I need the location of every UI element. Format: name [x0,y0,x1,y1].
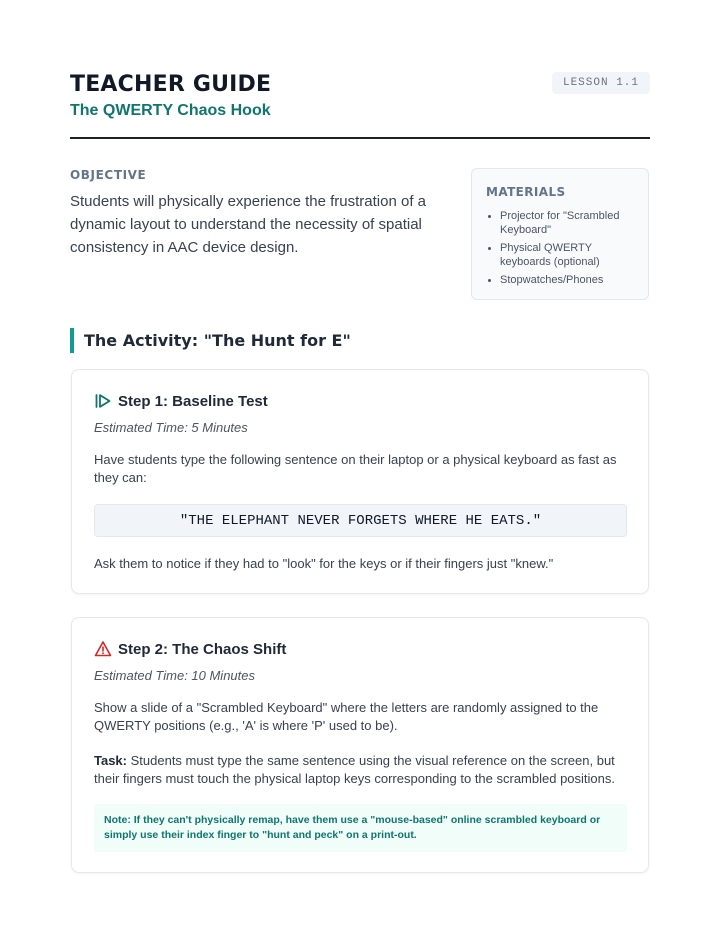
objective-section [70,168,430,259]
step-2-header [94,640,286,658]
step-2-card [71,617,649,873]
objective-label: OBJECTIVE [70,168,147,182]
step-2-instruction: Show a slide of a "Scrambled Keyboard" where the letters are randomly assigned to the QWERTY positions (e.g., 'A' is where 'P' used to be). [94,700,599,733]
play-icon [94,392,112,410]
step-2-task [94,752,626,788]
step-1-card [71,369,649,594]
lesson-badge: LESSON 1.1 [552,72,650,94]
step-1-estimate: Estimated Time: 5 Minutes [94,420,248,435]
materials-item: Physical QWERTY keyboards (optional) [486,241,634,269]
step-1-header [94,392,268,410]
materials-label: MATERIALS [486,185,566,199]
page-subtitle: The QWERTY Chaos Hook [70,102,271,119]
note-box: Note: If they can't physically remap, have them use a "mouse-based" online scrambled keyboard or simply use their index finger to "hunt and peck" on a print-out. [94,804,627,852]
warning-icon [94,640,112,658]
step-1-instruction: Have students type the following sentence on their laptop or a physical keyboard as fast as they can: [94,452,617,485]
materials-item: Projector for "Scrambled Keyboard" [486,209,634,237]
activity-title: The Activity: "The Hunt for E" [70,328,351,353]
step-1-title: Step 1: Baseline Test [118,392,268,410]
materials-item: Stopwatches/Phones [486,273,634,287]
test-sentence: "THE ELEPHANT NEVER FORGETS WHERE HE EATS." [94,504,627,537]
objective-text: Students will physically experience the frustration of a dynamic layout to understand the necessity of spatial consistency in AAC device design. [70,193,427,256]
task-label: Task: [94,753,127,768]
materials-list [486,209,634,287]
step-1-followup: Ask them to notice if they had to "look" for the keys or if their fingers just "knew." [94,556,554,571]
task-text: Students must type the same sentence using the visual reference on the screen, but their fingers must touch the physical laptop keys corresponding to the scrambled positions. [94,753,615,786]
page-title: TEACHER GUIDE [70,72,272,97]
step-2-estimate: Estimated Time: 10 Minutes [94,668,256,683]
step-2-title: Step 2: The Chaos Shift [118,640,287,658]
materials-box [471,168,649,300]
page-header [70,70,650,139]
